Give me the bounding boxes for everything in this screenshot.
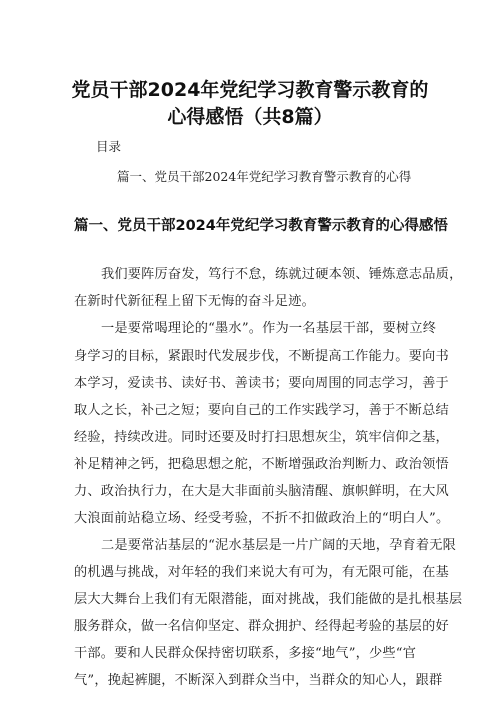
document-title-line-2: 心得感悟（共8篇） xyxy=(167,106,333,128)
body-line: 补足精神之钙，把稳思想之舵，不断增强政治判断力、政治领悟 xyxy=(74,457,449,472)
body-line: 的机遇与挑战，对年轻的我们来说大有可为，有无限可能，在基 xyxy=(74,565,449,580)
toc-heading: 目录 xyxy=(96,139,122,154)
body-line: 我们要阵厉奋发，笃行不怠，练就过硬本领、锤炼意志品质， xyxy=(101,267,463,282)
toc-item[interactable]: 篇一、党员干部2024年党纪学习教育警示教育的心得 xyxy=(117,169,412,184)
body-line: 身学习的目标，紧跟时代发展步伐，不断提高工作能力。要向书 xyxy=(74,349,449,364)
body-line: 服务群众，做一名信仰坚定、群众拥护、经得起考验的基层的好 xyxy=(74,619,449,634)
body-line: 气”，挽起裤腿，不断深入到群众当中，当群众的知心人，跟群 xyxy=(74,673,443,688)
body-line: 干部。要和人民群众保持密切联系，多接“地气”，少些“官 xyxy=(74,646,417,661)
body-line: 一是要常喝理论的“墨水”。作为一名基层干部，要树立终 xyxy=(101,321,437,336)
body-line: 力、政治执行力，在大是大非面前头脑清醒、旗帜鲜明，在大风 xyxy=(74,484,449,499)
section-heading: 篇一、党员干部2024年党纪学习教育警示教育的心得感悟 xyxy=(74,218,448,234)
document-title-line-1: 党员干部2024年党纪学习教育警示教育的 xyxy=(71,79,429,101)
body-line: 在新时代新征程上留下无悔的奋斗足迹。 xyxy=(74,294,315,309)
body-line: 层大大舞台上我们有无限潜能，面对挑战，我们能做的是扎根基层 xyxy=(74,592,463,607)
body-line: 取人之长，补己之短；要向自己的工作实践学习，善于不断总结 xyxy=(74,403,449,418)
body-line: 大浪面前站稳立场、经受考验，不折不扣做政治上的“明白人”。 xyxy=(74,511,450,526)
body-line: 本学习，爱读书、读好书、善读书；要向周围的同志学习，善于 xyxy=(74,376,449,391)
body-line: 二是要常沾基层的“泥水基层是一片广阔的天地，孕育着无限 xyxy=(101,538,457,553)
body-line: 经验，持续改进。同时还要及时打扫思想灰尘，筑牢信仰之基， xyxy=(74,430,449,445)
